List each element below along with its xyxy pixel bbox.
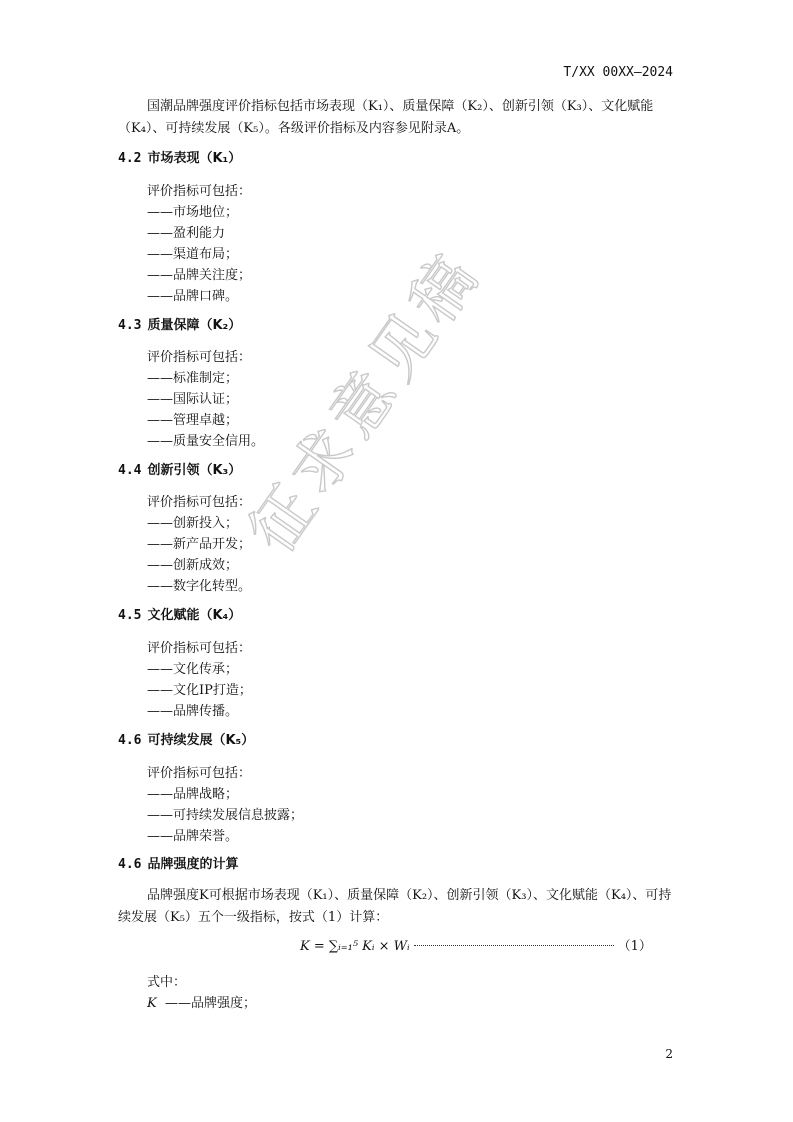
section-title: 创新引领（K₃） — [147, 463, 242, 478]
list-lead: 评价指标可包括： — [147, 184, 252, 199]
equation-number: （1） — [617, 939, 652, 954]
section-number: 4.5 — [118, 608, 142, 623]
section-body — [147, 492, 251, 597]
where-block — [147, 972, 186, 993]
formula-expression: K = ∑ᵢ₌₁⁵ Kᵢ × Wᵢ — [300, 939, 410, 954]
list-item: ——标准制定； — [147, 371, 239, 386]
section-title: 市场表现（K₁） — [147, 151, 242, 166]
where-label: 式中： — [147, 975, 187, 990]
variable-symbol: K — [147, 996, 157, 1011]
list-item: ——盈利能力 — [147, 226, 226, 241]
section-title: 品牌强度的计算 — [147, 857, 239, 872]
list-item: ——新产品开发； — [147, 537, 252, 552]
intro-paragraph: 国潮品牌强度评价指标包括市场表现（K₁）、质量保障（K₂）、创新引领（K₃）、文化赋能（K₄）、可持续发展（K₅）。各级评价指标及内容参见附录A。 — [118, 99, 654, 136]
section-heading — [118, 607, 241, 625]
section-heading — [118, 856, 239, 874]
variable-definition — [147, 993, 256, 1014]
section-number: 4.3 — [118, 318, 142, 333]
list-item: ——可持续发展信息披露； — [147, 808, 304, 823]
list-item: ——渠道布局； — [147, 247, 239, 262]
watermark: 征求意见稿 — [234, 236, 496, 566]
list-item: ——品牌传播。 — [147, 704, 239, 719]
list-item: ——品牌关注度； — [147, 268, 252, 283]
section-title: 质量保障（K₂） — [147, 318, 242, 333]
list-lead: 评价指标可包括： — [147, 350, 252, 365]
list-item: ——品牌战略； — [147, 787, 239, 802]
list-item: ——品牌口碑。 — [147, 289, 239, 304]
section-heading — [118, 732, 254, 750]
section-body — [147, 347, 264, 452]
section-number: 4.6 — [118, 733, 142, 748]
list-item: ——数字化转型。 — [147, 579, 252, 594]
section-heading — [118, 150, 241, 168]
list-item: ——创新成效； — [147, 558, 239, 573]
header-code: T/XX 00XX—2024 — [563, 65, 673, 80]
list-item: ——管理卓越； — [147, 413, 239, 428]
list-item: ——质量安全信用。 — [147, 434, 265, 449]
list-lead: 评价指标可包括： — [147, 641, 252, 656]
section-number: 4.4 — [118, 463, 142, 478]
section-body — [147, 763, 303, 847]
list-item: ——创新投入； — [147, 516, 239, 531]
section-body — [147, 181, 251, 307]
section-heading — [118, 462, 241, 480]
list-lead: 评价指标可包括： — [147, 766, 252, 781]
section-title: 文化赋能（K₄） — [147, 608, 242, 623]
list-item: ——文化IP打造； — [147, 683, 252, 698]
formula — [300, 938, 658, 956]
variable-description: ——品牌强度； — [164, 996, 256, 1011]
list-item: ——文化传承； — [147, 662, 239, 677]
section-title: 可持续发展（K₅） — [147, 733, 255, 748]
list-item: ——国际认证； — [147, 392, 239, 407]
list-item: ——市场地位； — [147, 205, 239, 220]
section-number: 4.6 — [118, 857, 142, 872]
section-number: 4.2 — [118, 151, 142, 166]
list-lead: 评价指标可包括： — [147, 495, 252, 510]
section-body — [147, 638, 252, 722]
section-heading — [118, 317, 241, 335]
page-number: 2 — [665, 1047, 673, 1061]
list-item: ——品牌荣誉。 — [147, 829, 239, 844]
calc-paragraph: 品牌强度K可根据市场表现（K₁）、质量保障（K₂）、创新引领（K₃）、文化赋能（K₄）、可持续发展（K₅）五个一级指标，按式（1）计算： — [118, 888, 672, 925]
formula-leader-dots — [414, 945, 614, 946]
